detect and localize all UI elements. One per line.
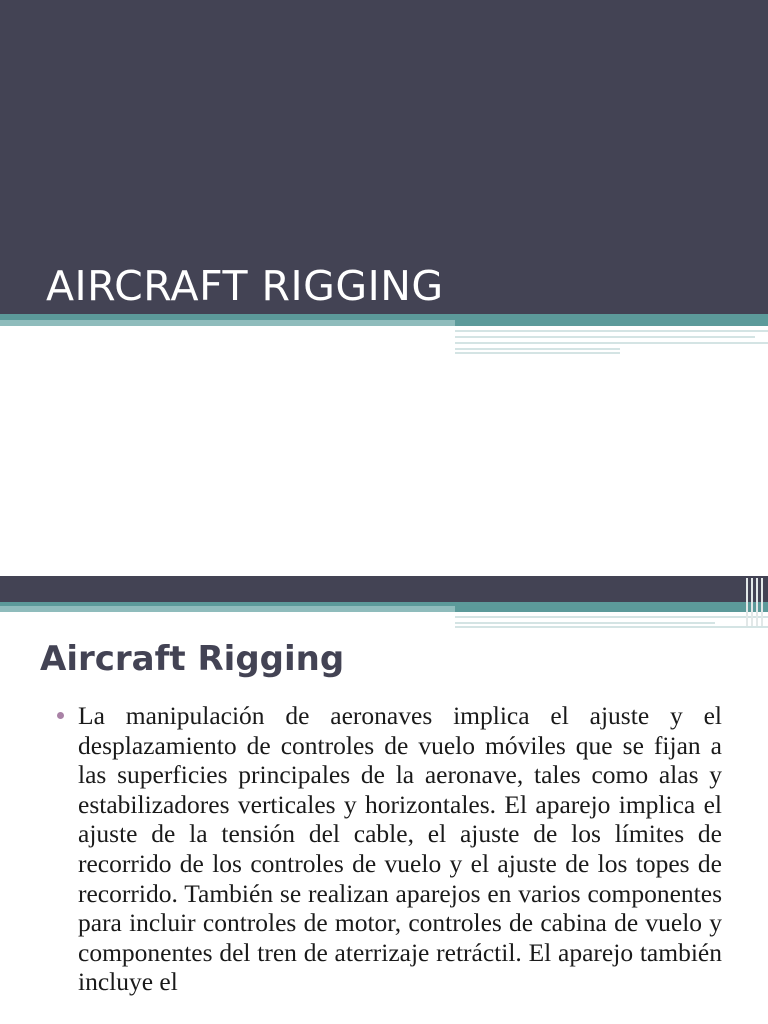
bullet-text: La manipulación de aeronaves implica el ajuste y el desplazamiento de controles de vuelo móviles que se fijan a las superficies principales de la aeronave, tales como alas y estabilizadores verticales y horizontales. El aparejo implica el ajuste de la tensión del cable, el ajuste de los límites de recorrido de los controles de vuelo y el ajuste de los topes de recorrido. También se realizan aparejos en varios componentes para incluir controles de motor, controles de cabina de vuelo y componentes del tren de aterrizaje retráctil. El aparejo también incluye el	[78, 701, 722, 997]
content-header-band	[0, 576, 768, 602]
slide-title: AIRCRAFT RIGGING	[46, 262, 444, 310]
bullet-icon	[57, 712, 64, 719]
decorative-stripe	[455, 336, 755, 338]
decorative-vbar	[751, 578, 753, 626]
decorative-stripe	[455, 330, 768, 332]
teal-divider-light	[0, 320, 455, 326]
decorative-vbar	[746, 578, 748, 626]
decorative-stripe	[455, 616, 768, 618]
decorative-vbar	[761, 578, 763, 626]
decorative-vbar	[756, 578, 758, 626]
decorative-stripe	[455, 342, 768, 344]
slide-title: Aircraft Rigging	[40, 639, 345, 679]
decorative-stripe	[455, 626, 768, 628]
teal-divider-light	[0, 606, 455, 612]
decorative-stripe	[455, 348, 620, 350]
content-slide	[0, 576, 768, 1024]
decorative-stripe	[455, 352, 620, 354]
decorative-stripe	[455, 622, 715, 624]
